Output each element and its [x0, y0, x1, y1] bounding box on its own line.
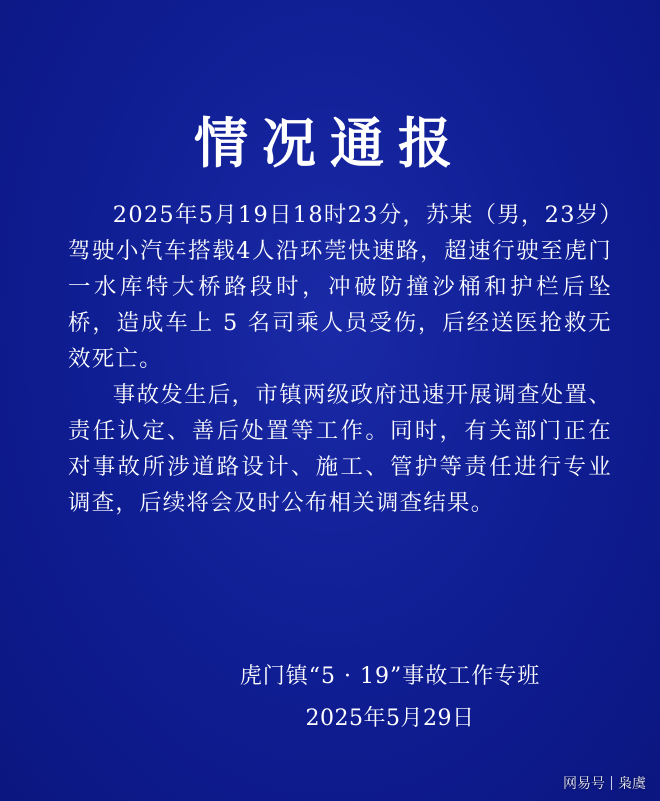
notice-body — [68, 197, 612, 521]
watermark-author: 枭虞 — [618, 776, 646, 792]
notice-paragraph-1: 2025年5月19日18时23分，苏某（男，23岁）驾驶小汽车搭载4人沿环莞快速路，超速行驶至虎门一水库特大桥路段时，冲破防撞沙桶和护栏后坠桥，造成车上 5 名司乘人员受伤，后经送医抢救无效死亡。 — [68, 202, 612, 372]
notice-title: 情况通报 — [194, 112, 466, 175]
watermark-separator — [611, 776, 612, 790]
notice-signoff: 虎门镇“5 · 19”事故工作专班 — [239, 664, 541, 689]
watermark-source: 网易号 — [563, 776, 605, 792]
watermark — [563, 773, 646, 793]
notice-paragraph-2: 事故发生后，市镇两级政府迅速开展调查处置、责任认定、善后处置等工作。同时，有关部门正在对事故所涉道路设计、施工、管护等责任进行专业调查，后续将会及时公布相关调查结果。 — [68, 382, 612, 516]
notice-date: 2025年5月29日 — [305, 706, 475, 731]
